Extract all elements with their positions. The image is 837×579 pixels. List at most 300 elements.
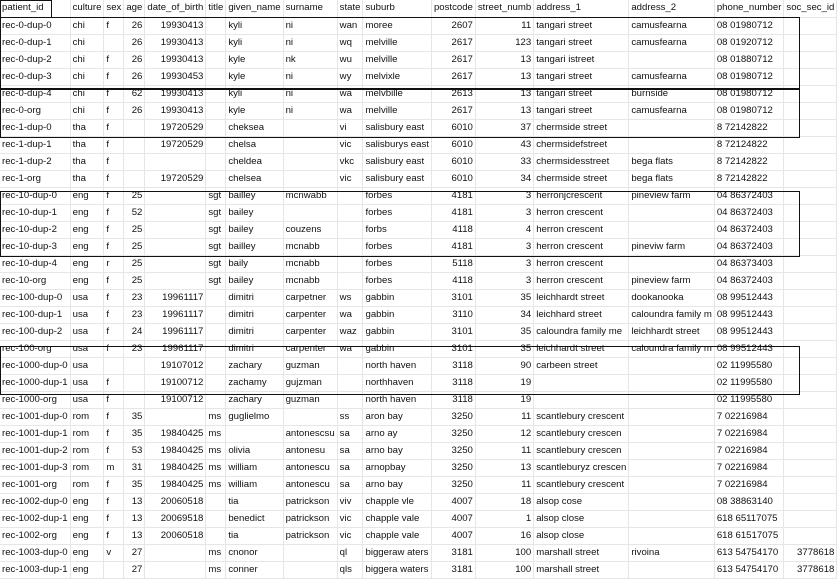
cell[interactable]: 7 02216984 — [714, 425, 784, 442]
cell[interactable]: 34 — [475, 306, 533, 323]
cell[interactable]: rec-1001-org — [0, 476, 70, 493]
cell[interactable]: rec-1002-dup-0 — [0, 493, 70, 510]
cell[interactable]: rec-100-dup-0 — [0, 289, 70, 306]
cell[interactable]: baily — [226, 255, 283, 272]
cell[interactable]: cnonor — [226, 544, 283, 561]
cell[interactable] — [206, 34, 226, 51]
cell[interactable]: rec-0-dup-2 — [0, 51, 70, 68]
cell[interactable]: r — [104, 255, 124, 272]
cell[interactable]: vic — [337, 170, 363, 187]
cell[interactable]: nk — [283, 51, 337, 68]
cell[interactable] — [145, 408, 206, 425]
cell[interactable] — [784, 68, 837, 85]
cell[interactable]: 6010 — [431, 119, 475, 136]
cell[interactable]: vic — [337, 136, 363, 153]
cell[interactable]: wa — [337, 340, 363, 357]
cell[interactable] — [283, 204, 337, 221]
cell[interactable]: camusfearna — [629, 17, 715, 34]
cell[interactable]: f — [104, 340, 124, 357]
cell[interactable] — [206, 391, 226, 408]
cell[interactable]: 08 99512443 — [714, 340, 784, 357]
cell[interactable]: 3 — [475, 255, 533, 272]
cell[interactable]: rec-1-dup-0 — [0, 119, 70, 136]
cell[interactable]: arnopbay — [363, 459, 431, 476]
cell[interactable] — [629, 476, 715, 493]
column-header[interactable]: state — [337, 0, 363, 17]
cell[interactable]: 19 — [475, 374, 533, 391]
cell[interactable]: 8 72142822 — [714, 170, 784, 187]
cell[interactable]: patrickson — [283, 510, 337, 527]
cell[interactable]: chi — [70, 85, 104, 102]
cell[interactable]: 100 — [475, 544, 533, 561]
cell[interactable]: eng — [70, 510, 104, 527]
cell[interactable]: eng — [70, 544, 104, 561]
cell[interactable]: f — [104, 170, 124, 187]
cell[interactable] — [784, 527, 837, 544]
cell[interactable]: 4118 — [431, 272, 475, 289]
cell[interactable]: 4181 — [431, 238, 475, 255]
cell[interactable]: rec-0-dup-0 — [0, 17, 70, 34]
cell[interactable]: dookanooka — [629, 289, 715, 306]
cell[interactable]: f — [104, 306, 124, 323]
cell[interactable]: caloundra family m — [629, 306, 715, 323]
cell[interactable] — [124, 170, 145, 187]
cell[interactable]: kyli — [226, 85, 283, 102]
cell[interactable]: forbes — [363, 187, 431, 204]
cell[interactable]: f — [104, 442, 124, 459]
cell[interactable]: herron crescent — [534, 272, 629, 289]
cell[interactable]: rec-100-dup-1 — [0, 306, 70, 323]
cell[interactable]: rec-10-org — [0, 272, 70, 289]
cell[interactable]: leichhard street — [534, 306, 629, 323]
cell[interactable]: 16 — [475, 527, 533, 544]
cell[interactable]: kyli — [226, 34, 283, 51]
cell[interactable]: 13 — [124, 527, 145, 544]
cell[interactable]: v — [104, 544, 124, 561]
cell[interactable] — [337, 204, 363, 221]
cell[interactable] — [784, 51, 837, 68]
cell[interactable]: 19961117 — [145, 289, 206, 306]
cell[interactable]: 35 — [475, 323, 533, 340]
cell[interactable]: 08 01980712 — [714, 68, 784, 85]
cell[interactable]: scantlebury crescent — [534, 408, 629, 425]
cell[interactable]: ni — [283, 85, 337, 102]
cell[interactable]: m — [104, 459, 124, 476]
cell[interactable] — [629, 527, 715, 544]
cell[interactable] — [145, 204, 206, 221]
cell[interactable] — [629, 374, 715, 391]
cell[interactable]: 25 — [124, 255, 145, 272]
cell[interactable]: eng — [70, 204, 104, 221]
cell[interactable]: 3 — [475, 272, 533, 289]
cell[interactable]: rec-1003-dup-0 — [0, 544, 70, 561]
cell[interactable] — [206, 170, 226, 187]
cell[interactable]: scantleburyz crescen — [534, 459, 629, 476]
cell[interactable]: 19961117 — [145, 340, 206, 357]
cell[interactable]: tha — [70, 153, 104, 170]
cell[interactable]: leichhardt street — [534, 340, 629, 357]
cell[interactable]: rec-1002-dup-1 — [0, 510, 70, 527]
cell[interactable] — [145, 238, 206, 255]
cell[interactable]: arno bay — [363, 442, 431, 459]
cell[interactable]: ms — [206, 408, 226, 425]
cell[interactable] — [784, 153, 837, 170]
cell[interactable]: rec-1000-dup-1 — [0, 374, 70, 391]
cell[interactable]: sa — [337, 425, 363, 442]
cell[interactable] — [337, 357, 363, 374]
cell[interactable]: 02 11995580 — [714, 391, 784, 408]
cell[interactable]: 31 — [124, 459, 145, 476]
cell[interactable]: 3101 — [431, 289, 475, 306]
cell[interactable]: 13 — [475, 102, 533, 119]
cell[interactable]: biggera waters — [363, 561, 431, 578]
cell[interactable]: 26 — [124, 51, 145, 68]
cell[interactable]: forbes — [363, 204, 431, 221]
cell[interactable]: 123 — [475, 34, 533, 51]
cell[interactable] — [124, 153, 145, 170]
column-header[interactable]: suburb — [363, 0, 431, 17]
cell[interactable]: tha — [70, 136, 104, 153]
cell[interactable]: f — [104, 85, 124, 102]
cell[interactable]: melville — [363, 51, 431, 68]
cell[interactable]: 4007 — [431, 510, 475, 527]
cell[interactable]: herron crescent — [534, 238, 629, 255]
cell[interactable]: 2617 — [431, 51, 475, 68]
cell[interactable]: eng — [70, 187, 104, 204]
cell[interactable]: 13 — [475, 85, 533, 102]
cell[interactable]: 8 72142822 — [714, 153, 784, 170]
column-header[interactable]: culture — [70, 0, 104, 17]
cell[interactable] — [629, 425, 715, 442]
cell[interactable]: usa — [70, 357, 104, 374]
cell[interactable] — [784, 408, 837, 425]
cell[interactable] — [534, 391, 629, 408]
cell[interactable]: 52 — [124, 204, 145, 221]
cell[interactable]: patrickson — [283, 527, 337, 544]
cell[interactable]: bailey — [226, 204, 283, 221]
cell[interactable]: vic — [337, 527, 363, 544]
cell[interactable]: guglielmo — [226, 408, 283, 425]
cell[interactable]: ni — [283, 34, 337, 51]
cell[interactable]: dimitri — [226, 306, 283, 323]
cell[interactable]: pineview farm — [629, 272, 715, 289]
cell[interactable]: north haven — [363, 391, 431, 408]
cell[interactable]: caloundra family me — [534, 323, 629, 340]
cell[interactable]: rom — [70, 408, 104, 425]
cell[interactable]: alsop close — [534, 527, 629, 544]
cell[interactable] — [283, 561, 337, 578]
cell[interactable]: 19107012 — [145, 357, 206, 374]
cell[interactable]: sa — [337, 442, 363, 459]
cell[interactable] — [784, 170, 837, 187]
cell[interactable]: 43 — [475, 136, 533, 153]
cell[interactable]: 53 — [124, 442, 145, 459]
cell[interactable]: ms — [206, 544, 226, 561]
cell[interactable]: 100 — [475, 561, 533, 578]
cell[interactable]: 08 01980712 — [714, 85, 784, 102]
cell[interactable]: 04 86372403 — [714, 238, 784, 255]
cell[interactable]: sgt — [206, 255, 226, 272]
cell[interactable]: 08 99512443 — [714, 323, 784, 340]
cell[interactable] — [784, 442, 837, 459]
cell[interactable] — [629, 510, 715, 527]
cell[interactable]: wq — [337, 34, 363, 51]
cell[interactable]: ws — [337, 289, 363, 306]
cell[interactable]: salisbury east — [363, 153, 431, 170]
cell[interactable]: usa — [70, 374, 104, 391]
cell[interactable] — [784, 204, 837, 221]
cell[interactable]: tangari street — [534, 68, 629, 85]
cell[interactable]: 7 02216984 — [714, 442, 784, 459]
cell[interactable]: dimitri — [226, 289, 283, 306]
cell[interactable]: tangari street — [534, 34, 629, 51]
cell[interactable] — [337, 391, 363, 408]
cell[interactable]: biggeraw aters — [363, 544, 431, 561]
cell[interactable]: rec-1003-dup-1 — [0, 561, 70, 578]
cell[interactable] — [206, 374, 226, 391]
cell[interactable]: arno bay — [363, 476, 431, 493]
cell[interactable]: 27 — [124, 544, 145, 561]
cell[interactable]: rec-1001-dup-1 — [0, 425, 70, 442]
cell[interactable]: melville — [363, 34, 431, 51]
cell[interactable]: 20060518 — [145, 493, 206, 510]
cell[interactable]: 04 86373403 — [714, 255, 784, 272]
cell[interactable]: sa — [337, 476, 363, 493]
cell[interactable]: rec-100-dup-2 — [0, 323, 70, 340]
cell[interactable]: 6010 — [431, 136, 475, 153]
cell[interactable]: 19930413 — [145, 17, 206, 34]
cell[interactable]: 19100712 — [145, 374, 206, 391]
cell[interactable]: camusfearna — [629, 68, 715, 85]
cell[interactable]: forbs — [363, 221, 431, 238]
cell[interactable]: rec-10-dup-3 — [0, 238, 70, 255]
cell[interactable]: chi — [70, 68, 104, 85]
cell[interactable]: 26 — [124, 17, 145, 34]
cell[interactable]: chermsidefstreet — [534, 136, 629, 153]
column-header[interactable]: surname — [283, 0, 337, 17]
cell[interactable]: tha — [70, 170, 104, 187]
cell[interactable]: kyle — [226, 102, 283, 119]
cell[interactable]: carbeen street — [534, 357, 629, 374]
cell[interactable]: 19 — [475, 391, 533, 408]
cell[interactable]: chelsa — [226, 136, 283, 153]
cell[interactable]: cheldea — [226, 153, 283, 170]
cell[interactable]: sgt — [206, 187, 226, 204]
cell[interactable]: 19840425 — [145, 476, 206, 493]
cell[interactable]: gabbin — [363, 289, 431, 306]
cell[interactable]: forbes — [363, 255, 431, 272]
cell[interactable]: vic — [337, 510, 363, 527]
cell[interactable]: tha — [70, 119, 104, 136]
cell[interactable] — [629, 493, 715, 510]
cell[interactable]: 4007 — [431, 493, 475, 510]
cell[interactable]: sgt — [206, 221, 226, 238]
cell[interactable]: 12 — [475, 425, 533, 442]
cell[interactable]: 19840425 — [145, 459, 206, 476]
cell[interactable]: 3118 — [431, 374, 475, 391]
cell[interactable]: marshall street — [534, 561, 629, 578]
cell[interactable]: 35 — [475, 340, 533, 357]
cell[interactable]: chapple vale — [363, 527, 431, 544]
cell[interactable]: conner — [226, 561, 283, 578]
cell[interactable] — [206, 85, 226, 102]
cell[interactable]: f — [104, 204, 124, 221]
cell[interactable]: rivoina — [629, 544, 715, 561]
cell[interactable] — [337, 187, 363, 204]
cell[interactable]: rec-100-org — [0, 340, 70, 357]
cell[interactable]: 25 — [124, 238, 145, 255]
cell[interactable]: 3101 — [431, 323, 475, 340]
cell[interactable]: 1 — [475, 510, 533, 527]
cell[interactable]: usa — [70, 306, 104, 323]
cell[interactable]: forbes — [363, 272, 431, 289]
cell[interactable] — [145, 544, 206, 561]
cell[interactable]: camusfearna — [629, 34, 715, 51]
cell[interactable]: ms — [206, 442, 226, 459]
cell[interactable]: 62 — [124, 85, 145, 102]
cell[interactable]: guzman — [283, 357, 337, 374]
cell[interactable]: 37 — [475, 119, 533, 136]
cell[interactable]: zachamy — [226, 374, 283, 391]
cell[interactable] — [283, 119, 337, 136]
cell[interactable]: 3778618 — [784, 561, 837, 578]
cell[interactable]: 19961117 — [145, 323, 206, 340]
cell[interactable]: 90 — [475, 357, 533, 374]
cell[interactable]: caloundra family m — [629, 340, 715, 357]
cell[interactable]: f — [104, 323, 124, 340]
cell[interactable]: chi — [70, 17, 104, 34]
cell[interactable]: 2607 — [431, 17, 475, 34]
cell[interactable]: william — [226, 476, 283, 493]
cell[interactable]: 3181 — [431, 561, 475, 578]
cell[interactable] — [629, 357, 715, 374]
cell[interactable]: rec-1001-dup-2 — [0, 442, 70, 459]
cell[interactable]: 04 86372403 — [714, 187, 784, 204]
cell[interactable]: 3250 — [431, 459, 475, 476]
cell[interactable] — [206, 51, 226, 68]
cell[interactable]: tia — [226, 527, 283, 544]
cell[interactable]: leichhardt street — [629, 323, 715, 340]
cell[interactable]: arno ay — [363, 425, 431, 442]
cell[interactable]: tangari street — [534, 17, 629, 34]
cell[interactable]: 08 01980712 — [714, 102, 784, 119]
cell[interactable]: salisbury east — [363, 119, 431, 136]
cell[interactable]: f — [104, 408, 124, 425]
cell[interactable]: rec-1001-dup-0 — [0, 408, 70, 425]
cell[interactable]: f — [104, 289, 124, 306]
cell[interactable]: 08 38863140 — [714, 493, 784, 510]
cell[interactable]: rec-1-dup-2 — [0, 153, 70, 170]
column-header[interactable]: street_numb — [475, 0, 533, 17]
cell[interactable]: melvbille — [363, 85, 431, 102]
cell[interactable]: 19100712 — [145, 391, 206, 408]
cell[interactable]: tangari street — [534, 85, 629, 102]
cell[interactable]: sgt — [206, 204, 226, 221]
cell[interactable]: viv — [337, 493, 363, 510]
cell[interactable]: chi — [70, 34, 104, 51]
cell[interactable]: tangari street — [534, 102, 629, 119]
cell[interactable]: sgt — [206, 272, 226, 289]
cell[interactable]: 19720529 — [145, 170, 206, 187]
cell[interactable]: herron crescent — [534, 204, 629, 221]
cell[interactable]: rec-10-dup-4 — [0, 255, 70, 272]
cell[interactable] — [784, 493, 837, 510]
cell[interactable]: 19930413 — [145, 85, 206, 102]
cell[interactable]: wa — [337, 85, 363, 102]
cell[interactable]: f — [104, 136, 124, 153]
cell[interactable]: 618 61517075 — [714, 527, 784, 544]
cell[interactable]: 3250 — [431, 476, 475, 493]
cell[interactable]: f — [104, 374, 124, 391]
cell[interactable]: 35 — [475, 289, 533, 306]
cell[interactable] — [206, 510, 226, 527]
cell[interactable]: 613 54754170 — [714, 544, 784, 561]
cell[interactable]: chermside street — [534, 170, 629, 187]
cell[interactable] — [784, 255, 837, 272]
cell[interactable]: gabbin — [363, 306, 431, 323]
cell[interactable] — [283, 136, 337, 153]
cell[interactable]: eng — [70, 255, 104, 272]
cell[interactable]: antonescu — [283, 476, 337, 493]
cell[interactable]: herron crescent — [534, 255, 629, 272]
cell[interactable] — [206, 289, 226, 306]
cell[interactable]: 3118 — [431, 391, 475, 408]
cell[interactable]: couzens — [283, 221, 337, 238]
cell[interactable]: wa — [337, 102, 363, 119]
cell[interactable]: wy — [337, 68, 363, 85]
cell[interactable]: carpetner — [283, 289, 337, 306]
cell[interactable] — [784, 306, 837, 323]
cell[interactable]: 3 — [475, 204, 533, 221]
cell[interactable]: rec-10-dup-0 — [0, 187, 70, 204]
cell[interactable]: eng — [70, 272, 104, 289]
cell[interactable]: mcnabb — [283, 272, 337, 289]
cell[interactable] — [784, 374, 837, 391]
cell[interactable]: northhaven — [363, 374, 431, 391]
cell[interactable] — [206, 340, 226, 357]
cell[interactable]: carpenter — [283, 323, 337, 340]
cell[interactable]: 24 — [124, 323, 145, 340]
column-header[interactable]: sex — [104, 0, 124, 17]
cell[interactable]: 2617 — [431, 102, 475, 119]
cell[interactable] — [337, 272, 363, 289]
cell[interactable] — [337, 238, 363, 255]
cell[interactable]: f — [104, 476, 124, 493]
cell[interactable] — [206, 306, 226, 323]
cell[interactable] — [784, 340, 837, 357]
cell[interactable]: 23 — [124, 289, 145, 306]
cell[interactable]: pineview farm — [629, 187, 715, 204]
cell[interactable]: 3181 — [431, 544, 475, 561]
cell[interactable]: 08 01980712 — [714, 17, 784, 34]
cell[interactable]: ni — [283, 17, 337, 34]
cell[interactable] — [629, 221, 715, 238]
cell[interactable] — [629, 391, 715, 408]
cell[interactable]: 08 01920712 — [714, 34, 784, 51]
cell[interactable]: 25 — [124, 221, 145, 238]
cell[interactable]: zachary — [226, 391, 283, 408]
cell[interactable] — [784, 238, 837, 255]
cell[interactable]: ms — [206, 561, 226, 578]
cell[interactable]: 3250 — [431, 408, 475, 425]
cell[interactable] — [337, 255, 363, 272]
cell[interactable]: rec-1001-dup-3 — [0, 459, 70, 476]
cell[interactable]: alsop close — [534, 510, 629, 527]
cell[interactable]: f — [104, 68, 124, 85]
cell[interactable] — [206, 357, 226, 374]
cell[interactable]: usa — [70, 323, 104, 340]
cell[interactable]: 4 — [475, 221, 533, 238]
